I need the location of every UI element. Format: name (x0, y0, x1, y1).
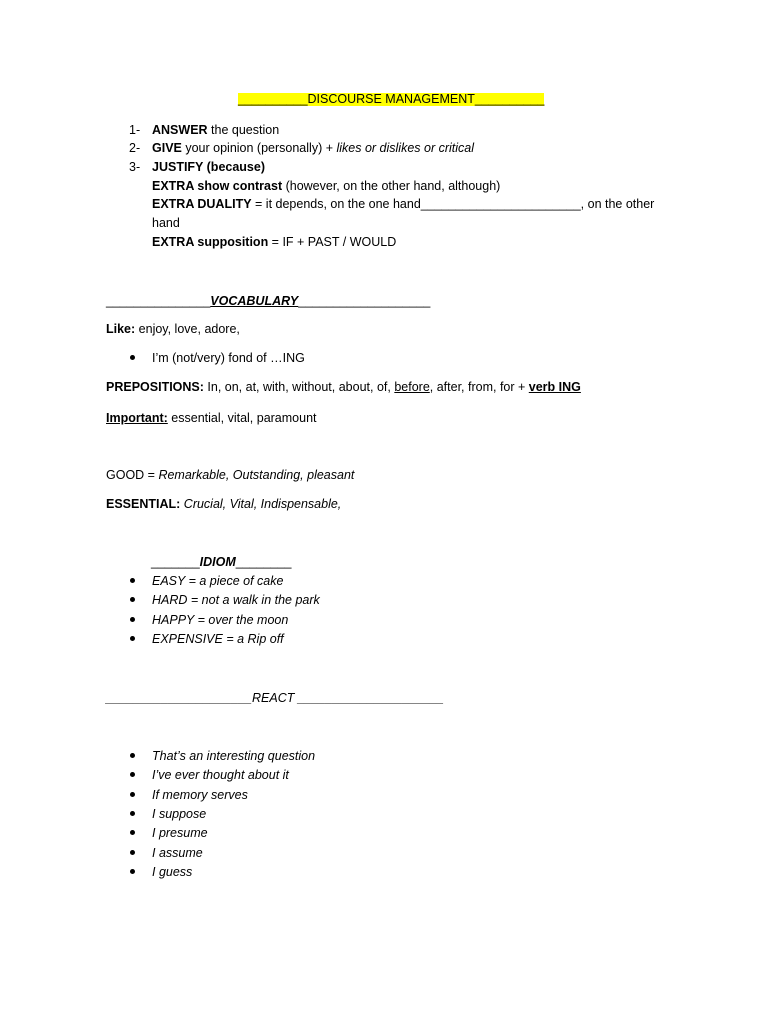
idiom-heading (151, 556, 291, 569)
idiom-post-line: ________ (235, 555, 292, 569)
good-text: Remarkable, Outstanding, pleasant (154, 468, 355, 482)
document-title: __________DISCOURSE MANAGEMENT__________ (238, 92, 545, 106)
idiom-pre-line: _______ (151, 555, 200, 569)
essential-label: ESSENTIAL: (106, 497, 181, 511)
bullet-icon (130, 597, 135, 602)
extra-supposition-label: EXTRA supposition (152, 235, 269, 249)
bullet-icon (130, 830, 135, 835)
idiom-item: EASY = a piece of cake (152, 574, 284, 588)
like-label: Like: (106, 322, 136, 336)
step-2-text: your opinion (personally) + (181, 141, 337, 155)
bullet-icon (130, 772, 135, 777)
step-number-3: 3- (129, 160, 141, 174)
step-number-2: 2- (129, 141, 141, 155)
bullet-icon (130, 869, 135, 874)
step-3-keyword: JUSTIFY (because) (152, 160, 266, 174)
like-bullet-item: I’m (not/very) fond of …ING (152, 351, 305, 365)
bullet-icon (130, 753, 135, 758)
react-item: I’ve ever thought about it (152, 768, 289, 782)
extra-duality-label: EXTRA DUALITY (152, 197, 252, 211)
vocabulary-label: VOCABULARY (210, 294, 299, 308)
extra-duality (152, 198, 654, 211)
prepositions-text-1: In, on, at, with, without, about, of, (203, 380, 395, 394)
react-item: That’s an interesting question (152, 749, 316, 763)
extra-contrast-text: (however, on the other hand, although) (282, 179, 501, 193)
like-text: enjoy, love, adore, (135, 322, 240, 336)
prepositions-line (106, 381, 581, 394)
idiom-item: HAPPY = over the moon (152, 613, 289, 627)
good-line (106, 469, 354, 482)
step-1-text: the question (207, 123, 280, 137)
step-number-1: 1- (129, 123, 141, 137)
bullet-icon (130, 636, 135, 641)
extra-supposition (152, 236, 396, 249)
bullet-icon (130, 792, 135, 797)
bullet-icon (130, 850, 135, 855)
important-line (106, 412, 317, 425)
bullet-icon (130, 617, 135, 622)
step-2 (152, 142, 474, 155)
idiom-label: IDIOM (199, 555, 236, 569)
step-2-keyword: GIVE (152, 141, 182, 155)
bullet-icon (130, 578, 135, 583)
extra-contrast-label: EXTRA show contrast (152, 179, 283, 193)
essential-line (106, 498, 341, 511)
react-item: I assume (152, 846, 203, 860)
prepositions-text-2: , after, from, for + (429, 380, 529, 394)
essential-text: Crucial, Vital, Indispensable, (180, 497, 342, 511)
vocabulary-pre-line: _______________ (106, 294, 211, 308)
react-heading: _____________________REACT _____________________ (106, 691, 444, 705)
vocabulary-post-line: ___________________ (298, 294, 431, 308)
good-label: GOOD = (106, 468, 155, 482)
prepositions-label: PREPOSITIONS: (106, 380, 204, 394)
vocabulary-heading (106, 295, 430, 308)
step-1-keyword: ANSWER (152, 123, 208, 137)
react-item: I guess (152, 865, 193, 879)
important-text: essential, vital, paramount (167, 411, 317, 425)
idiom-item: HARD = not a walk in the park (152, 593, 320, 607)
prepositions-verb: verb ING (528, 380, 581, 394)
extra-contrast (152, 180, 500, 193)
extra-supposition-text: = IF + PAST / WOULD (268, 235, 397, 249)
idiom-item: EXPENSIVE = a Rip off (152, 632, 284, 646)
extra-duality-text: = it depends, on the one hand_______________________, on the other (251, 197, 655, 211)
prepositions-underlined: before (394, 380, 430, 394)
extra-duality-continued: hand (152, 216, 180, 230)
bullet-icon (130, 355, 135, 360)
important-label: Important: (106, 411, 168, 425)
bullet-icon (130, 811, 135, 816)
react-item: If memory serves (152, 788, 248, 802)
like-line (106, 323, 240, 336)
react-item: I presume (152, 826, 208, 840)
react-item: I suppose (152, 807, 207, 821)
step-2-italic: likes or dislikes or critical (336, 141, 475, 155)
step-1 (152, 124, 279, 137)
